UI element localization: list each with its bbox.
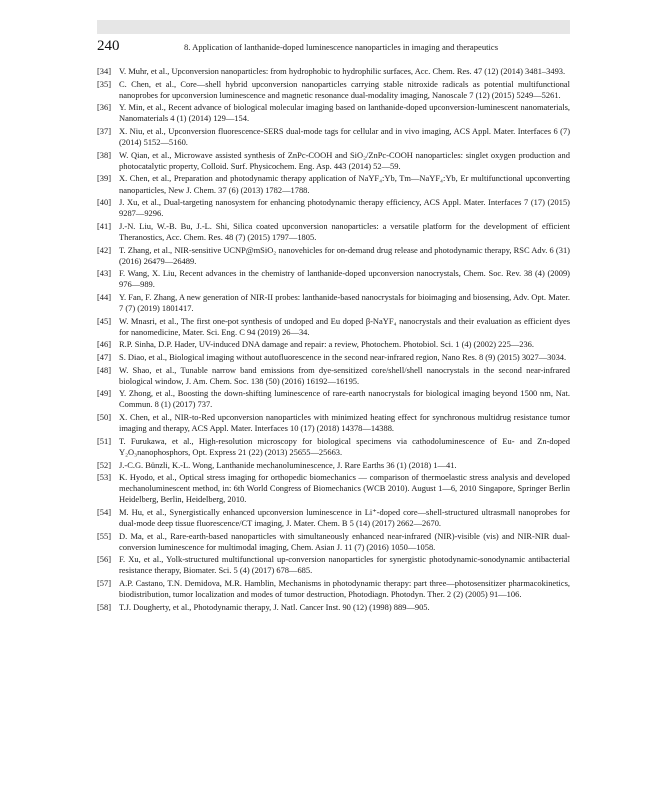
- reference-number: [35]: [97, 78, 112, 89]
- reference-list: [97, 66, 570, 613]
- reference-text: T.J. Dougherty, et al., Photodynamic therapy, J. Natl. Cancer Inst. 90 (12) (1998) 889—905.: [119, 601, 430, 612]
- reference-number: [52]: [97, 459, 112, 470]
- reference-number: [34]: [97, 66, 112, 76]
- reference-number: [56]: [97, 554, 112, 565]
- reference-item: [97, 221, 570, 243]
- reference-item: [97, 507, 570, 529]
- reference-text: J.-C.G. Bünzli, K.-L. Wong, Lanthanide mechanoluminescence, J. Rare Earths 36 (1) (2018) 1—41.: [119, 459, 457, 470]
- reference-item: [97, 245, 570, 267]
- reference-number: [46]: [97, 339, 112, 350]
- reference-item: [97, 472, 570, 505]
- reference-number: [40]: [97, 197, 112, 208]
- page-number: 240: [97, 38, 120, 54]
- reference-text: C. Chen, et al., Core—shell hybrid upconversion nanoparticles carrying stable nitroxide radicals as potential multifunctional nanoprobes for upconversion luminescence and magnetic resonance dual-modality imaging, Nanoscale 7 (12) (2015) 5249—5261.: [119, 78, 570, 100]
- reference-text: X. Chen, et al., NIR-to-Red upconversion nanoparticles with minimized heating effect for synchronous multidrug resistance tumor imaging and therapy, ACS Appl. Mater. Interfaces 10 (17) (2018) 14378—14388.: [119, 412, 570, 434]
- reference-text: J. Xu, et al., Dual-targeting nanosystem for enhancing photodynamic therapy efficiency, ACS Appl. Mater. Interfaces 7 (17) (2015) 9287—9296.: [119, 197, 570, 219]
- reference-number: [55]: [97, 530, 112, 541]
- reference-text: X. Chen, et al., Preparation and photodynamic therapy application of NaYF₄:Yb, Tm—NaYF₄:Yb, Er multifunctional upconverting nanoparticles, New J. Chem. 37 (6) (2013) 1782—1788.: [119, 173, 570, 195]
- reference-item: [97, 531, 570, 553]
- reference-text: M. Hu, et al., Synergistically enhanced upconversion luminescence in Li⁺-doped core—shell-structured ultrasmall nanoprobes for dual-mode deep tissue fluorescence/CT imaging, J. Mater. Chem. B 5 (14) (2017) 2662—2670.: [119, 506, 570, 528]
- reference-item: [97, 578, 570, 600]
- reference-item: [97, 292, 570, 314]
- reference-item: [97, 197, 570, 219]
- reference-text: F. Xu, et al., Yolk-structured multifunctional up-conversion nanoparticles for synergistic photodynamic-sonodynamic antibacterial resistance therapy, Biomater. Sci. 5 (4) (2017) 678—685.: [119, 554, 570, 576]
- reference-number: [54]: [97, 506, 112, 517]
- reference-item: [97, 126, 570, 148]
- reference-text: T. Zhang, et al., NIR-sensitive UCNP@mSiO₂ nanovehicles for on-demand drug release and photodynamic therapy, RSC Adv. 6 (31) (2016) 26479—26489.: [119, 244, 570, 266]
- reference-item: [97, 352, 570, 363]
- reference-number: [49]: [97, 388, 112, 399]
- reference-number: [51]: [97, 435, 112, 446]
- reference-number: [47]: [97, 352, 112, 363]
- reference-item: [97, 365, 570, 387]
- reference-number: [58]: [97, 601, 112, 612]
- reference-text: W. Mnasri, et al., The first one-pot synthesis of undoped and Eu doped β-NaYF₄ nanocrystals and their evaluation as efficient dyes for nanomedicine, Mater. Sci. Eng. C 94 (2019) 26—34.: [119, 315, 570, 337]
- reference-item: [97, 268, 570, 290]
- reference-text: X. Niu, et al., Upconversion fluorescence-SERS dual-mode tags for cellular and in vivo imaging, ACS Appl. Mater. Interfaces 6 (7) (2014) 5152—5160.: [119, 126, 570, 148]
- reference-number: [44]: [97, 291, 112, 302]
- reference-text: W. Qian, et al., Microwave assisted synthesis of ZnPc-COOH and SiO₂/ZnPc-COOH nanoparticles: singlet oxygen production and photocatalytic property, Colloid. Surf. Physicochem. Eng. Asp. 443 (2014) 52—59.: [119, 149, 570, 171]
- page-header: [97, 38, 570, 55]
- reference-number: [57]: [97, 578, 112, 589]
- reference-number: [53]: [97, 472, 112, 483]
- reference-text: F. Wang, X. Liu, Recent advances in the chemistry of lanthanide-doped upconversion nanocrystals, Chem. Soc. Rev. 38 (4) (2009) 976—989.: [119, 268, 570, 290]
- reference-item: [97, 79, 570, 101]
- reference-text: W. Shao, et al., Tunable narrow band emissions from dye-sensitized core/shell/shell nanocrystals in the second near-infrared biological window, J. Am. Chem. Soc. 138 (50) (2016) 16192—16195.: [119, 364, 570, 386]
- reference-text: A.P. Castano, T.N. Demidova, M.R. Hamblin, Mechanisms in photodynamic therapy: part three—photosensitizer pharmacokinetics, biodistribution, tumor localization and modes of tumor destruction, Photodiagn. Photodyn. Ther. 2 (2) (2005) 91—106.: [119, 578, 570, 600]
- reference-text: K. Hyodo, et al., Optical stress imaging for orthopedic biomechanics — comparison of thermoelastic stress analysis and developed mechanoluminescent method, in: 6th World Congress of Biomechanics (WCB 2010). August 1—6, 2010 Singapore, Springer Berlin Heidelberg, Berlin, Heidelberg, 2010.: [119, 472, 570, 505]
- reference-text: Y. Zhong, et al., Boosting the down-shifting luminescence of rare-earth nanocrystals for biological imaging beyond 1500 nm, Nat. Commun. 8 (1) (2017) 737.: [119, 388, 570, 410]
- reference-item: [97, 150, 570, 172]
- reference-number: [41]: [97, 220, 112, 231]
- reference-text: R.P. Sinha, D.P. Hader, UV-induced DNA damage and repair: a review, Photochem. Photobiol. Sci. 1 (4) (2002) 225—236.: [119, 339, 534, 350]
- reference-item: [97, 412, 570, 434]
- reference-number: [43]: [97, 268, 112, 279]
- reference-text: D. Ma, et al., Rare-earth-based nanoparticles with simultaneously enhanced near-infrared (NIR)-visible (vis) and NIR-NIR dual-conversion luminescence for multimodal imaging, Chem. Asian J. 11 (7) (2016) 1050—1058.: [119, 530, 570, 552]
- chapter-title: 8. Application of lanthanide-doped luminescence nanoparticles in imaging and therapeutics: [184, 42, 499, 52]
- reference-item: [97, 339, 570, 350]
- reference-item: [97, 173, 570, 195]
- reference-number: [37]: [97, 126, 112, 137]
- reference-number: [36]: [97, 102, 112, 113]
- reference-item: [97, 460, 570, 471]
- reference-text: S. Diao, et al., Biological imaging without autofluorescence in the second near-infrared region, Nano Res. 8 (9) (2015) 3027—3034.: [119, 352, 567, 363]
- reference-text: T. Furukawa, et al., High-resolution microscopy for biological specimens via cathodoluminescence of Eu- and Zn-doped Y₂O₃nanophosphors, Opt. Express 21 (22) (2013) 25655—25663.: [119, 435, 570, 457]
- reference-item: [97, 554, 570, 576]
- reference-number: [38]: [97, 149, 112, 160]
- reference-text: Y. Min, et al., Recent advance of biological molecular imaging based on lanthanide-doped upconversion-luminescent nanomaterials, Nanomaterials 4 (1) (2014) 129—154.: [119, 102, 570, 124]
- reference-number: [48]: [97, 364, 112, 375]
- reference-number: [45]: [97, 315, 112, 326]
- reference-item: [97, 602, 570, 613]
- reference-number: [42]: [97, 244, 112, 255]
- reference-text: Y. Fan, F. Zhang, A new generation of NIR-II probes: lanthanide-based nanocrystals for bioimaging and biosensing, Adv. Opt. Mater. 7 (7) (2019) 1801417.: [119, 291, 570, 314]
- reference-item: [97, 388, 570, 410]
- reference-item: [97, 316, 570, 338]
- reference-item: [97, 102, 570, 124]
- header-bar: [97, 20, 570, 34]
- reference-item: [97, 436, 570, 458]
- reference-text: V. Muhr, et al., Upconversion nanoparticles: from hydrophobic to hydrophilic surfaces, Acc. Chem. Res. 47 (12) (2014) 3481–3493.: [119, 66, 566, 76]
- reference-number: [50]: [97, 412, 112, 423]
- reference-number: [39]: [97, 173, 112, 184]
- reference-item: [97, 66, 570, 77]
- reference-text: J.-N. Liu, W.-B. Bu, J.-L. Shi, Silica coated upconversion nanoparticles: a versatile platform for the development of efficient Theranostics, Acc. Chem. Res. 48 (7) (2015) 1797—1805.: [119, 220, 570, 242]
